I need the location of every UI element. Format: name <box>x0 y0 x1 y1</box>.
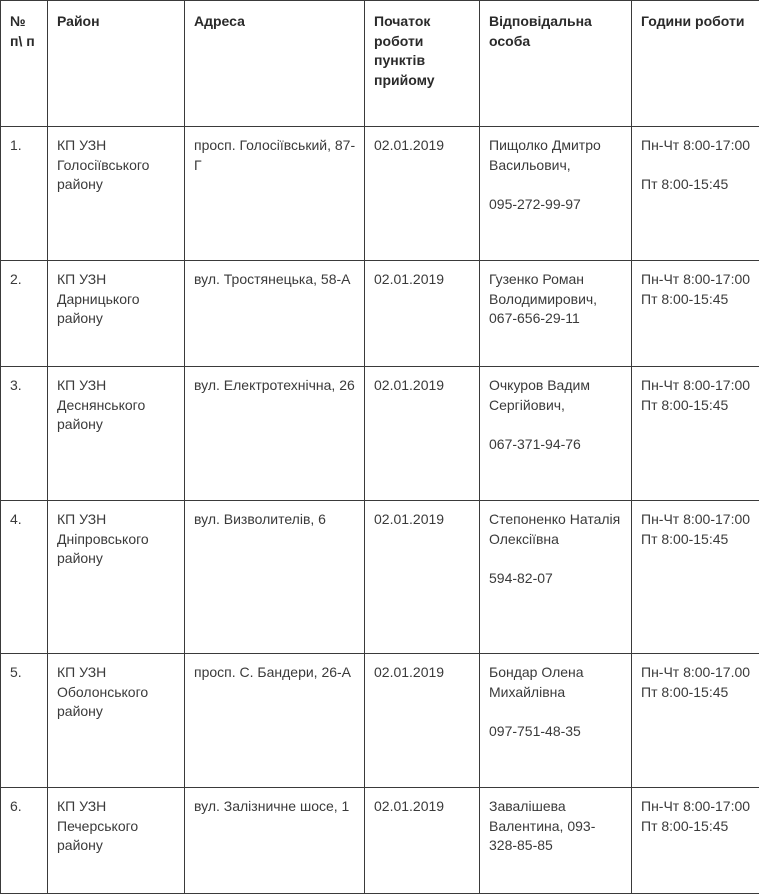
row-address: просп. Голосіївський, 87-Г <box>185 127 365 261</box>
row-number: 5. <box>1 654 48 788</box>
table-row <box>1 261 759 367</box>
row-address: вул. Залізничне шосе, 1 <box>185 788 365 894</box>
row-number: 3. <box>1 367 48 501</box>
header-working-hours: Години роботи <box>632 1 759 127</box>
row-address: вул. Визволителів, 6 <box>185 501 365 654</box>
person-phone: 097-751-48-35 <box>489 722 581 739</box>
hours-weekdays: Пн-Чт 8:00-17:00 <box>641 137 751 153</box>
row-start-date: 02.01.2019 <box>365 654 480 788</box>
row-number: 6. <box>1 788 48 894</box>
table-row <box>1 788 759 894</box>
header-district: Район <box>48 1 185 127</box>
row-working-hours: Пн-Чт 8:00-17:00 Пт 8:00-15:45 <box>632 788 759 894</box>
row-responsible-person <box>480 367 632 501</box>
row-working-hours <box>632 127 759 261</box>
person-name: Очкуров Вадим Сергійович, <box>489 377 590 413</box>
table-row <box>1 654 759 788</box>
row-start-date: 02.01.2019 <box>365 261 480 367</box>
row-working-hours: Пн-Чт 8:00-17:00 Пт 8:00-15:45 <box>632 261 759 367</box>
hours-friday: Пт 8:00-15:45 <box>641 176 729 192</box>
row-start-date: 02.01.2019 <box>365 501 480 654</box>
person-name: Бондар Олена Михайлівна <box>489 664 584 700</box>
row-responsible-person <box>480 654 632 788</box>
person-phone: 594-82-07 <box>489 569 553 586</box>
header-responsible-person: Відповідальна особа <box>480 1 632 127</box>
person-phone: 095-272-99-97 <box>489 195 581 212</box>
row-working-hours: Пн-Чт 8:00-17:00 Пт 8:00-15:45 <box>632 367 759 501</box>
person-phone: 067-371-94-76 <box>489 435 581 452</box>
header-number: № п\ п <box>1 1 48 127</box>
row-responsible-person <box>480 501 632 654</box>
header-address: Адреса <box>185 1 365 127</box>
table-row <box>1 127 759 261</box>
row-number: 2. <box>1 261 48 367</box>
row-responsible-person: Гузенко Роман Володимирович, 067-656-29-11 <box>480 261 632 367</box>
row-district: КП УЗН Деснянського району <box>48 367 185 501</box>
row-working-hours: Пн-Чт 8:00-17.00 Пт 8:00-15:45 <box>632 654 759 788</box>
row-responsible-person: Завалішева Валентина, 093-328-85-85 <box>480 788 632 894</box>
row-working-hours: Пн-Чт 8:00-17:00 Пт 8:00-15:45 <box>632 501 759 654</box>
row-address: вул. Електротехнічна, 26 <box>185 367 365 501</box>
row-district: КП УЗН Оболонського району <box>48 654 185 788</box>
table-row <box>1 367 759 501</box>
row-start-date: 02.01.2019 <box>365 788 480 894</box>
row-start-date: 02.01.2019 <box>365 127 480 261</box>
row-district: КП УЗН Дніпровського району <box>48 501 185 654</box>
row-district: КП УЗН Печерського району <box>48 788 185 894</box>
row-address: вул. Тростянецька, 58-А <box>185 261 365 367</box>
header-row <box>1 1 759 127</box>
row-number: 1. <box>1 127 48 261</box>
header-start-date: Початок роботи пунктів прийому <box>365 1 480 127</box>
table-row <box>1 501 759 654</box>
row-responsible-person <box>480 127 632 261</box>
person-name: Степоненко Наталія Олексіївна <box>489 511 621 547</box>
row-number: 4. <box>1 501 48 654</box>
row-district: КП УЗН Дарницького району <box>48 261 185 367</box>
person-name: Пищолко Дмитро Васильович, <box>489 137 601 173</box>
row-start-date: 02.01.2019 <box>365 367 480 501</box>
row-district: КП УЗН Голосіївського району <box>48 127 185 261</box>
row-address: просп. С. Бандери, 26-А <box>185 654 365 788</box>
